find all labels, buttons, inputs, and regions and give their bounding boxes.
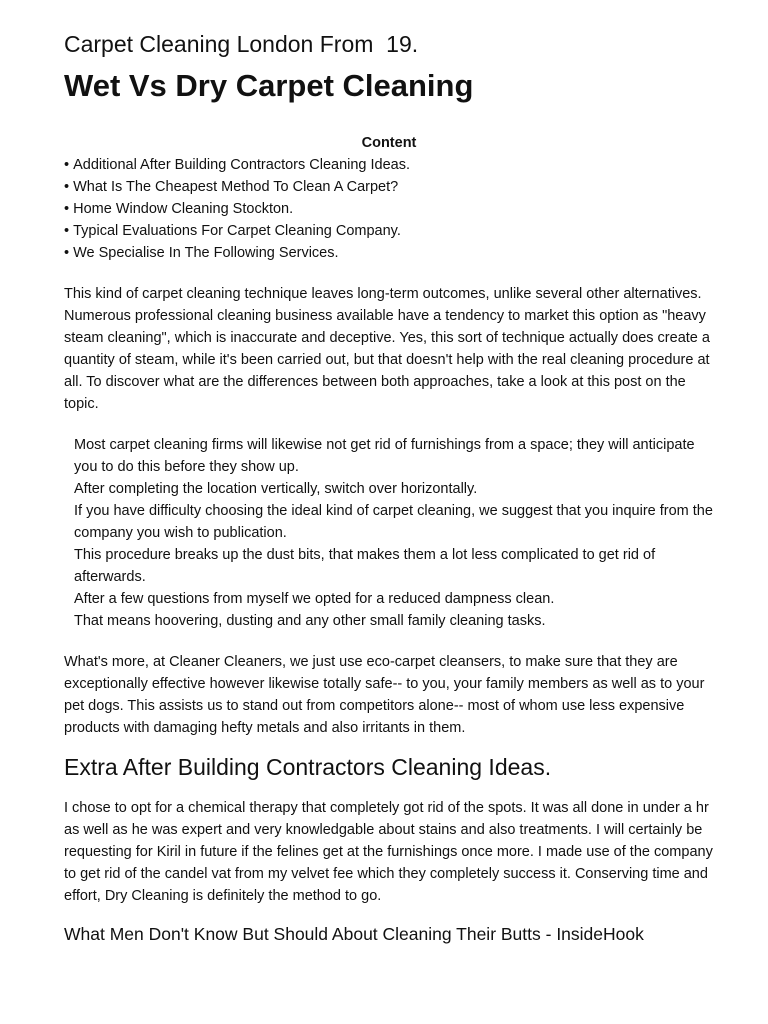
toc-heading: Content <box>361 135 417 151</box>
document-page <box>64 28 714 947</box>
body-paragraph-1: This kind of carpet cleaning technique leaves long-term outcomes, unlike several other alternatives. Numerous professional cleaning business available have a tendency to market this option as "heavy steam cleaning", which is inaccurate and deceptive. Yes, this sort of technique actually does create a quantity of steam, while it's been carried out, but that doesn't help with the real cleaning procedure at all. To discover what are the differences between both approaches, take a look at this post on the topic. <box>64 286 710 412</box>
body-paragraph-2: What's more, at Cleaner Cleaners, we just use eco-carpet cleansers, to make sure that they are exceptionally effective however likewise totally safe-- to you, your family members as well as to your pet dogs. This assists us to stand out from competitors alone-- most of whom use less expensive products with damaging hefty metals and also irritants in them. <box>64 654 705 736</box>
toc-item[interactable]: • Typical Evaluations For Carpet Cleaning Company. <box>64 220 714 242</box>
toc-item[interactable]: • Additional After Building Contractors Cleaning Ideas. <box>64 154 714 176</box>
sub-heading: What Men Don't Know But Should About Cleaning Their Butts - InsideHook <box>64 924 644 944</box>
site-title: Carpet Cleaning London From 19. <box>64 31 419 57</box>
section-heading: Extra After Building Contractors Cleaning Ideas. <box>64 754 552 780</box>
toc-item[interactable]: • We Specialise In The Following Services. <box>64 242 714 264</box>
list-item: After a few questions from myself we opted for a reduced dampness clean. <box>74 591 555 607</box>
body-paragraph-3: I chose to opt for a chemical therapy that completely got rid of the spots. It was all done in under a hr as well as he was expert and very knowledgable about stains and also treatments. I will certainly be requesting for Kiril in future if the felines get at the furnishings once more. I made use of the company to get rid of the candel vat from my velvet fee which they completely success it. Conserving time and effort, Dry Cleaning is definitely the method to go. <box>64 800 713 904</box>
toc-list <box>64 154 714 264</box>
table-of-contents <box>64 132 714 264</box>
list-item: That means hoovering, dusting and any other small family cleaning tasks. <box>74 613 546 629</box>
list-item: If you have difficulty choosing the ideal kind of carpet cleaning, we suggest that you inquire from the company you wish to publication. <box>74 503 713 541</box>
page-title: Wet Vs Dry Carpet Cleaning <box>64 68 474 103</box>
toc-item[interactable]: • Home Window Cleaning Stockton. <box>64 198 714 220</box>
feature-list <box>64 434 714 632</box>
list-item: This procedure breaks up the dust bits, that makes them a lot less complicated to get rid of afterwards. <box>74 547 656 585</box>
toc-item[interactable]: • What Is The Cheapest Method To Clean A Carpet? <box>64 176 714 198</box>
list-item: Most carpet cleaning firms will likewise not get rid of furnishings from a space; they will anticipate you to do this before they show up. <box>74 437 695 475</box>
list-item: After completing the location vertically, switch over horizontally. <box>74 481 478 497</box>
